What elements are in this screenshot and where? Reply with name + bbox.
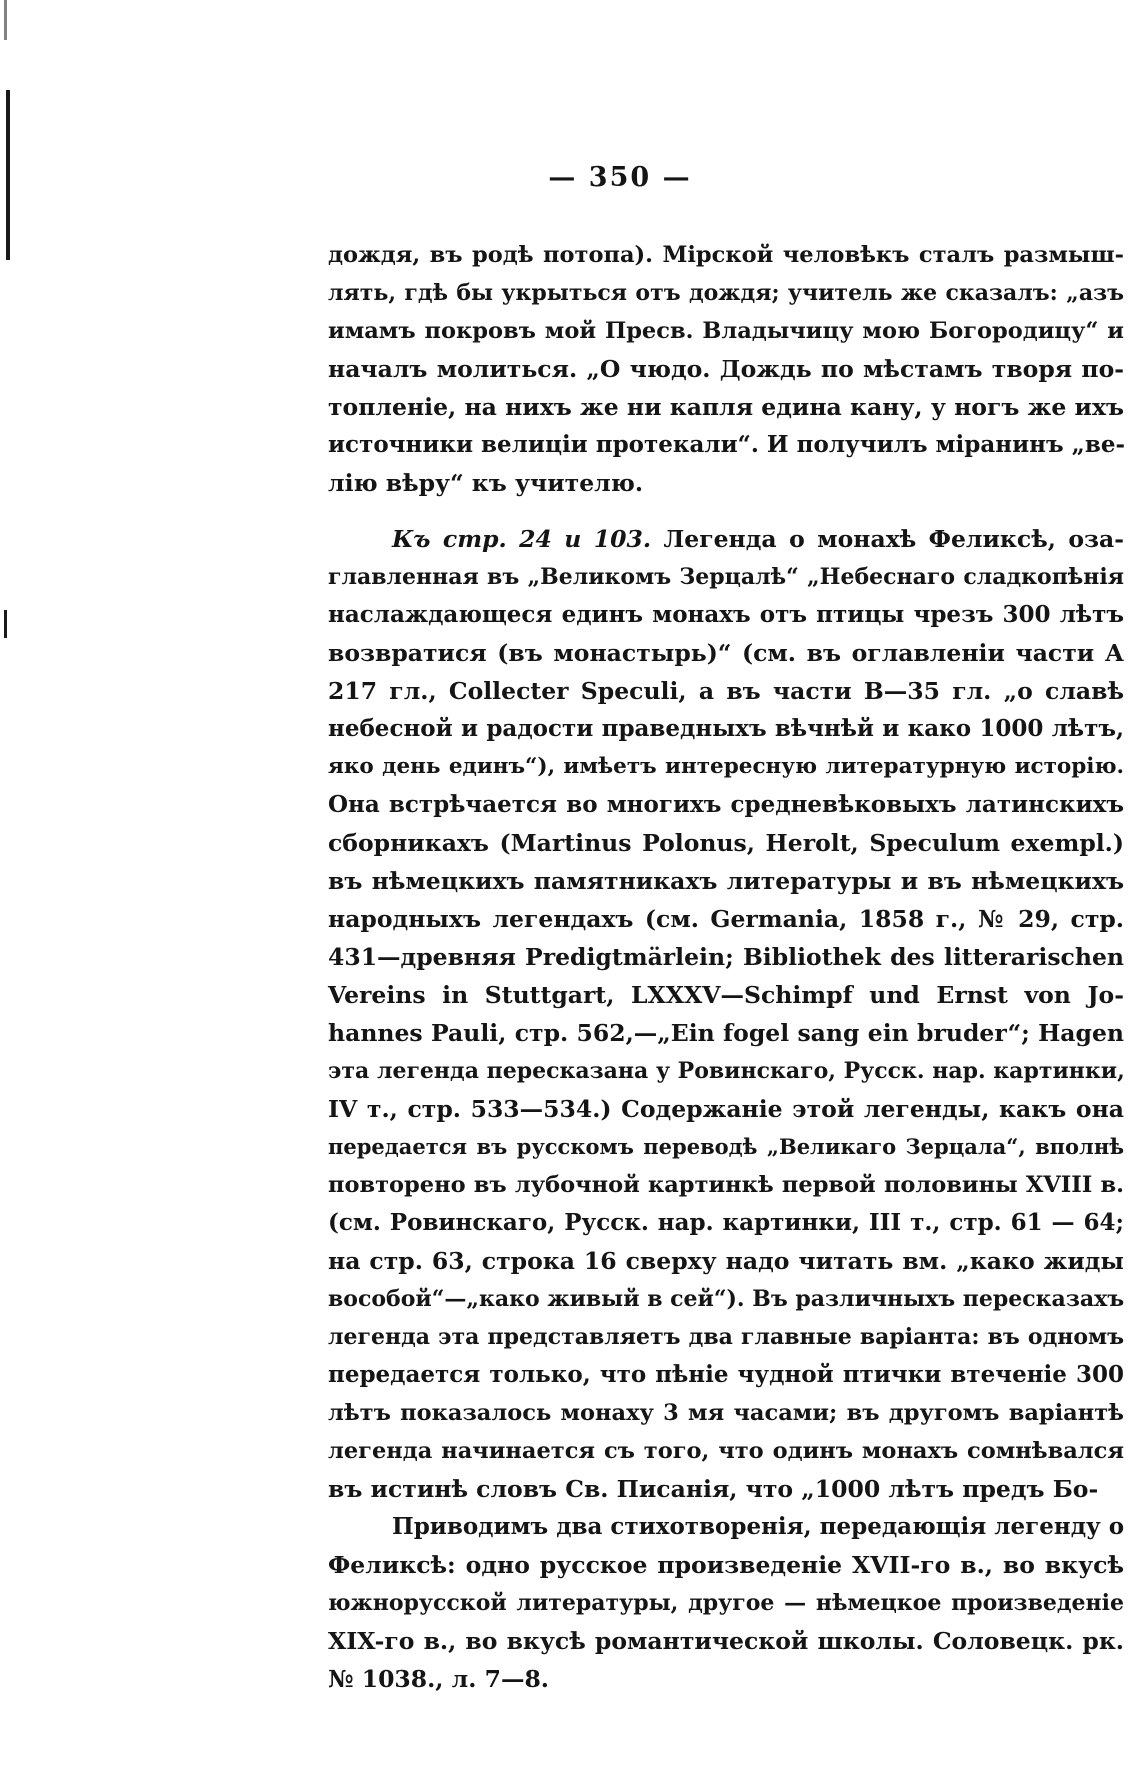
text-line: наслаждающеся единъ монахъ отъ птицы чрезъ 300 лѣтъ (328, 601, 1124, 628)
page-number: — 350 — (548, 162, 692, 193)
paragraph-continuation (328, 236, 1124, 502)
page-body (328, 236, 1124, 1698)
page-reference: Къ стр. 24 и 103. (392, 525, 652, 553)
text-line: № 1038., л. 7—8. (328, 1665, 549, 1693)
text-line: лѣтъ показалось монаху 3 мя часами; въ другомъ варіантѣ (328, 1400, 1124, 1426)
text-line: началъ молиться. „О чюдо. Дождь по мѣстамъ творя по- (328, 355, 1124, 383)
text-line: вособой“—„како живый в сей“). Въ различныхъ пересказахъ (328, 1286, 1125, 1312)
text-line: IV т., стр. 533—534.) Содержаніе этой легенды, какъ она (328, 1095, 1124, 1123)
text-line: народныхъ легендахъ (см. Germania, 1858 г., № 29, стр. (328, 905, 1124, 933)
text-line: Феликсѣ: одно русское произведеніе XVII-го в., во вкусѣ (328, 1551, 1124, 1579)
text-line: (см. Ровинскаго, Русск. нар. картинки, III т., стр. 61 — 64; (328, 1209, 1124, 1236)
text-line: лять, гдѣ бы укрыться отъ дождя; учитель же сказалъ: „азъ (328, 280, 1124, 306)
text-line: на стр. 63, строка 16 сверху надо читать вм. „како жиды (328, 1247, 1124, 1275)
text-line: повторено въ лубочной картинкѣ первой половины XVIII в. (328, 1172, 1124, 1198)
text-line: сборникахъ (Martinus Polonus, Herolt, Speculum exempl.) (328, 829, 1124, 857)
text-line: XIX-го в., во вкусѣ романтической школы. Соловецк. рк. (328, 1627, 1124, 1655)
text-line-first: Приводимъ два стихотворенія, передающія легенду о (392, 1513, 1125, 1540)
text-line-first (328, 520, 1124, 558)
page-edge-mark (4, 0, 7, 40)
text-line: легенда начинается съ того, что одинъ монахъ сомнѣвался (328, 1438, 1124, 1464)
text-line: небесной и радости праведныхъ вѣчнѣй и како 1000 лѣтъ, (328, 715, 1124, 742)
text-line: топленіе, на нихъ же ни капля едина кану, у ногъ же ихъ (328, 393, 1124, 421)
text-span: Легенда о монахѣ Феликсѣ, оза- (651, 525, 1125, 553)
text-line: Она встрѣчается во многихъ средневѣковыхъ латинскихъ (328, 791, 1124, 818)
text-line: лію вѣру“ къ учителю. (328, 469, 644, 497)
paragraph-poems-intro (328, 1508, 1124, 1698)
text-line: легенда эта представляетъ два главные варіанта: въ одномъ (328, 1324, 1124, 1350)
text-line: 217 гл., Collecter Speculi, а въ части В—35 гл. „о славѣ (328, 677, 1124, 705)
page-edge-mark (4, 610, 7, 638)
text-line: эта легенда пересказана у Ровинскаго, Русск. нар. картинки, (328, 1058, 1125, 1084)
text-line: источники велиціи протекали“. И получилъ міранинъ „ве- (328, 431, 1126, 458)
text-line: 431—древняя Predigtmärlein; Bibliothek des litterarischen (328, 943, 1124, 971)
text-line: яко день единъ“), имѣетъ интересную литературную исторію. (328, 754, 1124, 779)
text-line: Vereins in Stuttgart, LXXXV—Schimpf und Ernst von Jo- (328, 981, 1124, 1009)
paragraph-gap (328, 502, 1124, 520)
text-line: въ истинѣ словъ Св. Писанія, что „1000 лѣтъ предъ Бо- (328, 1475, 1099, 1503)
text-line: имамъ покровъ мой Пресв. Владычицу мою Богородицу“ и (328, 318, 1124, 344)
text-line: передается въ русскомъ переводѣ „Великаго Зерцала“, вполнѣ (328, 1134, 1124, 1159)
text-line: передается только, что пѣніе чудной птички втеченіе 300 (328, 1361, 1124, 1388)
text-line: hannes Pauli, стр. 562,—„Ein fogel sang ein bruder“; Hagen (328, 1019, 1124, 1047)
page-edge-mark (6, 90, 10, 260)
text-line: возвратися (въ монастырь)“ (см. въ оглавленіи части А (328, 639, 1124, 667)
text-line: главленная въ „Великомъ Зерцалѣ“ „Небеснаго сладкопѣнія (328, 564, 1124, 590)
text-line: южнорусской литературы, другое — нѣмецкое произведеніе (328, 1590, 1124, 1616)
text-line: дождя, въ родѣ потопа). Мірской человѣкъ сталъ размыш- (328, 242, 1124, 268)
paragraph-felix-legend (328, 520, 1124, 1508)
text-line: въ нѣмецкихъ памятникахъ литературы и въ нѣмецкихъ (328, 867, 1124, 895)
